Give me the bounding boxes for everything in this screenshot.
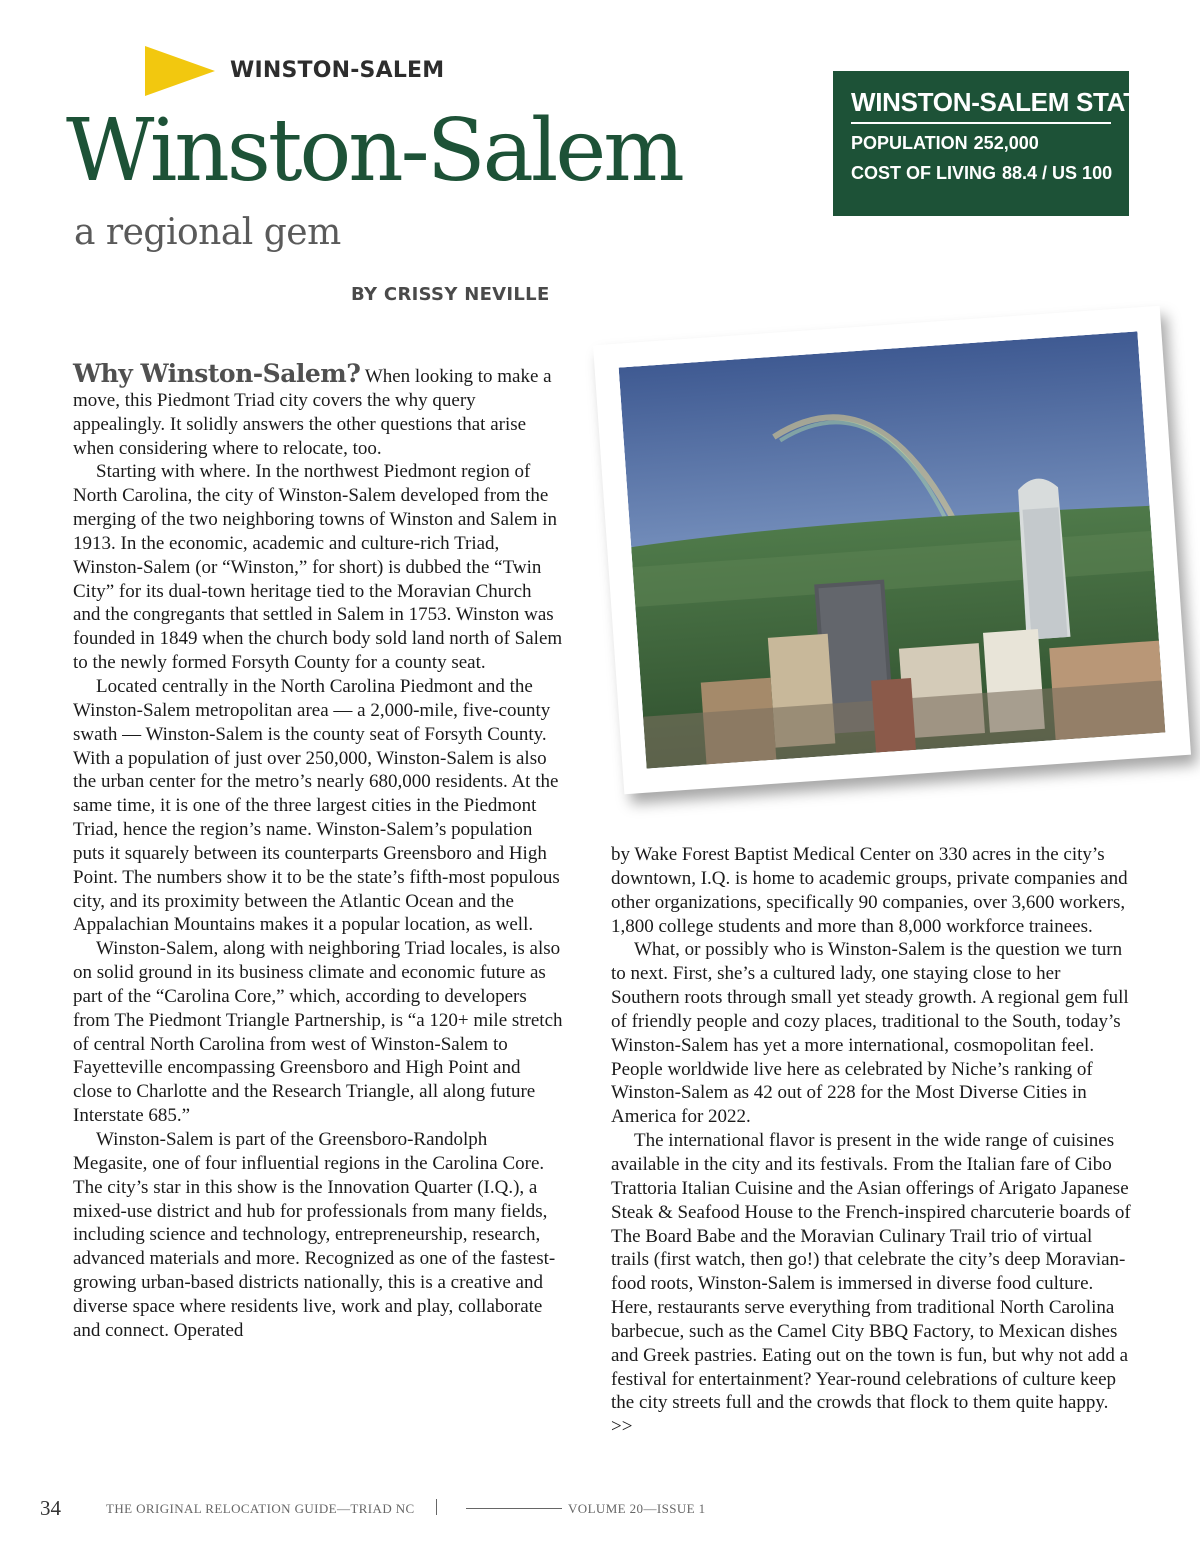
stats-cost-value: 88.4 / US 100	[1002, 163, 1113, 183]
city-photo-frame	[593, 306, 1191, 795]
article-paragraph: Starting with where. In the northwest Piedmont region of North Carolina, the city of Winston-Salem developed from the merging of the two neighboring towns of Winston and Salem in 1913. In the economic, academic and culture-rich Triad, Winston-Salem (or “Winston,” for short) is dubbed the “Twin City” for its dual-town heritage tied to the Moravian Church and the congregants that settled in Salem in 1753. Winston was founded in 1849 when the church body sold land north of Salem to the newly formed Forsyth County for a county seat.	[73, 461, 563, 674]
article-paragraph: The international flavor is present in the wide range of cuisines available in the city and its festivals. From the Italian fare of Cibo Trattoria Italian Cuisine and the Asian offerings of Arigato Japanese Steak & Seafood House to the French-inspired charcuterie boards of The Board Babe and the Moravian Culinary Trail trio of virtual trails (first watch, then go!) that celebrate the city’s deep Moravian-food roots, Winston-Salem is immersed in diverse food culture. Here, restaurants serve everything from traditional North Carolina barbecue, such as the Camel City BBQ Factory, to Mexican dishes and Greek pastries. Eating out on the town is fun, but why not add a festival for entertainment? Year-round celebrations of culture keep the city streets full and the crowds that flock to them quite happy. >>	[611, 1130, 1131, 1438]
section-label: WINSTON-SALEM	[230, 58, 445, 83]
page-footer	[0, 1496, 1200, 1526]
stats-title: WINSTON-SALEM STATS	[851, 87, 1111, 124]
page-number: 34	[40, 1496, 61, 1520]
article-paragraph: What, or possibly who is Winston-Salem is the question we turn to next. First, she’s a cultured lady, one staying close to her Southern roots through small yet steady growth. A regional gem full of friendly people and cozy places, traditional to the South, today’s Winston-Salem has yet a more international, cosmopolitan feel. People worldwide live here as celebrated by Niche’s ranking of Winston-Salem as 42 out of 228 for the Most Diverse Cities in America for 2022.	[611, 939, 1129, 1128]
footer-rule	[466, 1508, 562, 1509]
article-paragraph: Winston-Salem, along with neighboring Triad locales, is also on solid ground in its business climate and economic future as part of the “Carolina Core,” which, according to developers from The Piedmont Triangle Partnership, is “a 120+ mile stretch of central North Carolina from west of Winston-Salem to Fayetteville encompassing Greensboro and High Point and close to Charlotte and the Research Triangle, all along future Interstate 685.”	[73, 938, 563, 1127]
article-paragraph: Winston-Salem is part of the Greensboro-Randolph Megasite, one of four influential regions in the Carolina Core. The city’s star in this show is the Innovation Quarter (I.Q.), a mixed-use district and hub for professionals from many fields, including science and technology, entrepreneurship, research, advanced materials and more. Recognized as one of the fastest-growing urban-based districts nationally, this is a creative and diverse space where residents live, work and play, collaborate and connect. Operated	[73, 1129, 556, 1341]
stats-population	[851, 133, 1111, 154]
city-skyline-photo	[619, 331, 1166, 768]
stats-population-value: 252,000	[973, 133, 1039, 153]
page-subtitle: a regional gem	[74, 212, 341, 253]
page-title: Winston-Salem	[66, 101, 682, 201]
article-column-right	[611, 843, 1131, 1439]
lead-in-heading: Why Winston-Salem?	[73, 359, 361, 388]
article-paragraph: Located centrally in the North Carolina Piedmont and the Winston-Salem metropolitan area — a 2,000-mile, five-county swath — Winston-Salem is the county seat of Forsyth County. With a population of just over 250,000, Winston-Salem is also the urban center for the metro’s nearly 680,000 residents. At the same time, it is one of the three largest cities in the Piedmont Triad, hence the region’s name. Winston-Salem’s population puts it squarely between its counterparts Greensboro and High Point. The numbers show it to be the state’s fifth-most populous city, and its proximity between the Atlantic Ocean and the Appalachian Mountains makes it a popular location, as well.	[73, 675, 560, 936]
stats-cost-label: COST OF LIVING	[851, 163, 997, 183]
section-arrow-icon	[145, 46, 215, 96]
byline: BY CRISSY NEVILLE	[351, 284, 550, 305]
stats-cost-of-living	[851, 163, 1111, 184]
footer-volume: VOLUME 20—ISSUE 1	[568, 1501, 706, 1516]
article-paragraph-continued: by Wake Forest Baptist Medical Center on 330 acres in the city’s downtown, I.Q. is home to academic groups, private companies and other organizations, specifically 90 companies, over 3,600 workers, 1,800 college students and more than 8,000 workforce trainees.	[611, 844, 1128, 937]
lead-text: When looking to make a move, this Piedmont Triad city covers the why query appealingly. It solidly answers the other questions that arise when considering where to relocate, too.	[73, 366, 552, 459]
article-column-left	[73, 359, 563, 1343]
stats-population-label: POPULATION	[851, 133, 968, 153]
stats-box	[833, 71, 1156, 216]
lead-paragraph	[73, 359, 563, 460]
footer-publication: THE ORIGINAL RELOCATION GUIDE—TRIAD NC	[106, 1501, 415, 1516]
footer-separator	[436, 1499, 437, 1515]
